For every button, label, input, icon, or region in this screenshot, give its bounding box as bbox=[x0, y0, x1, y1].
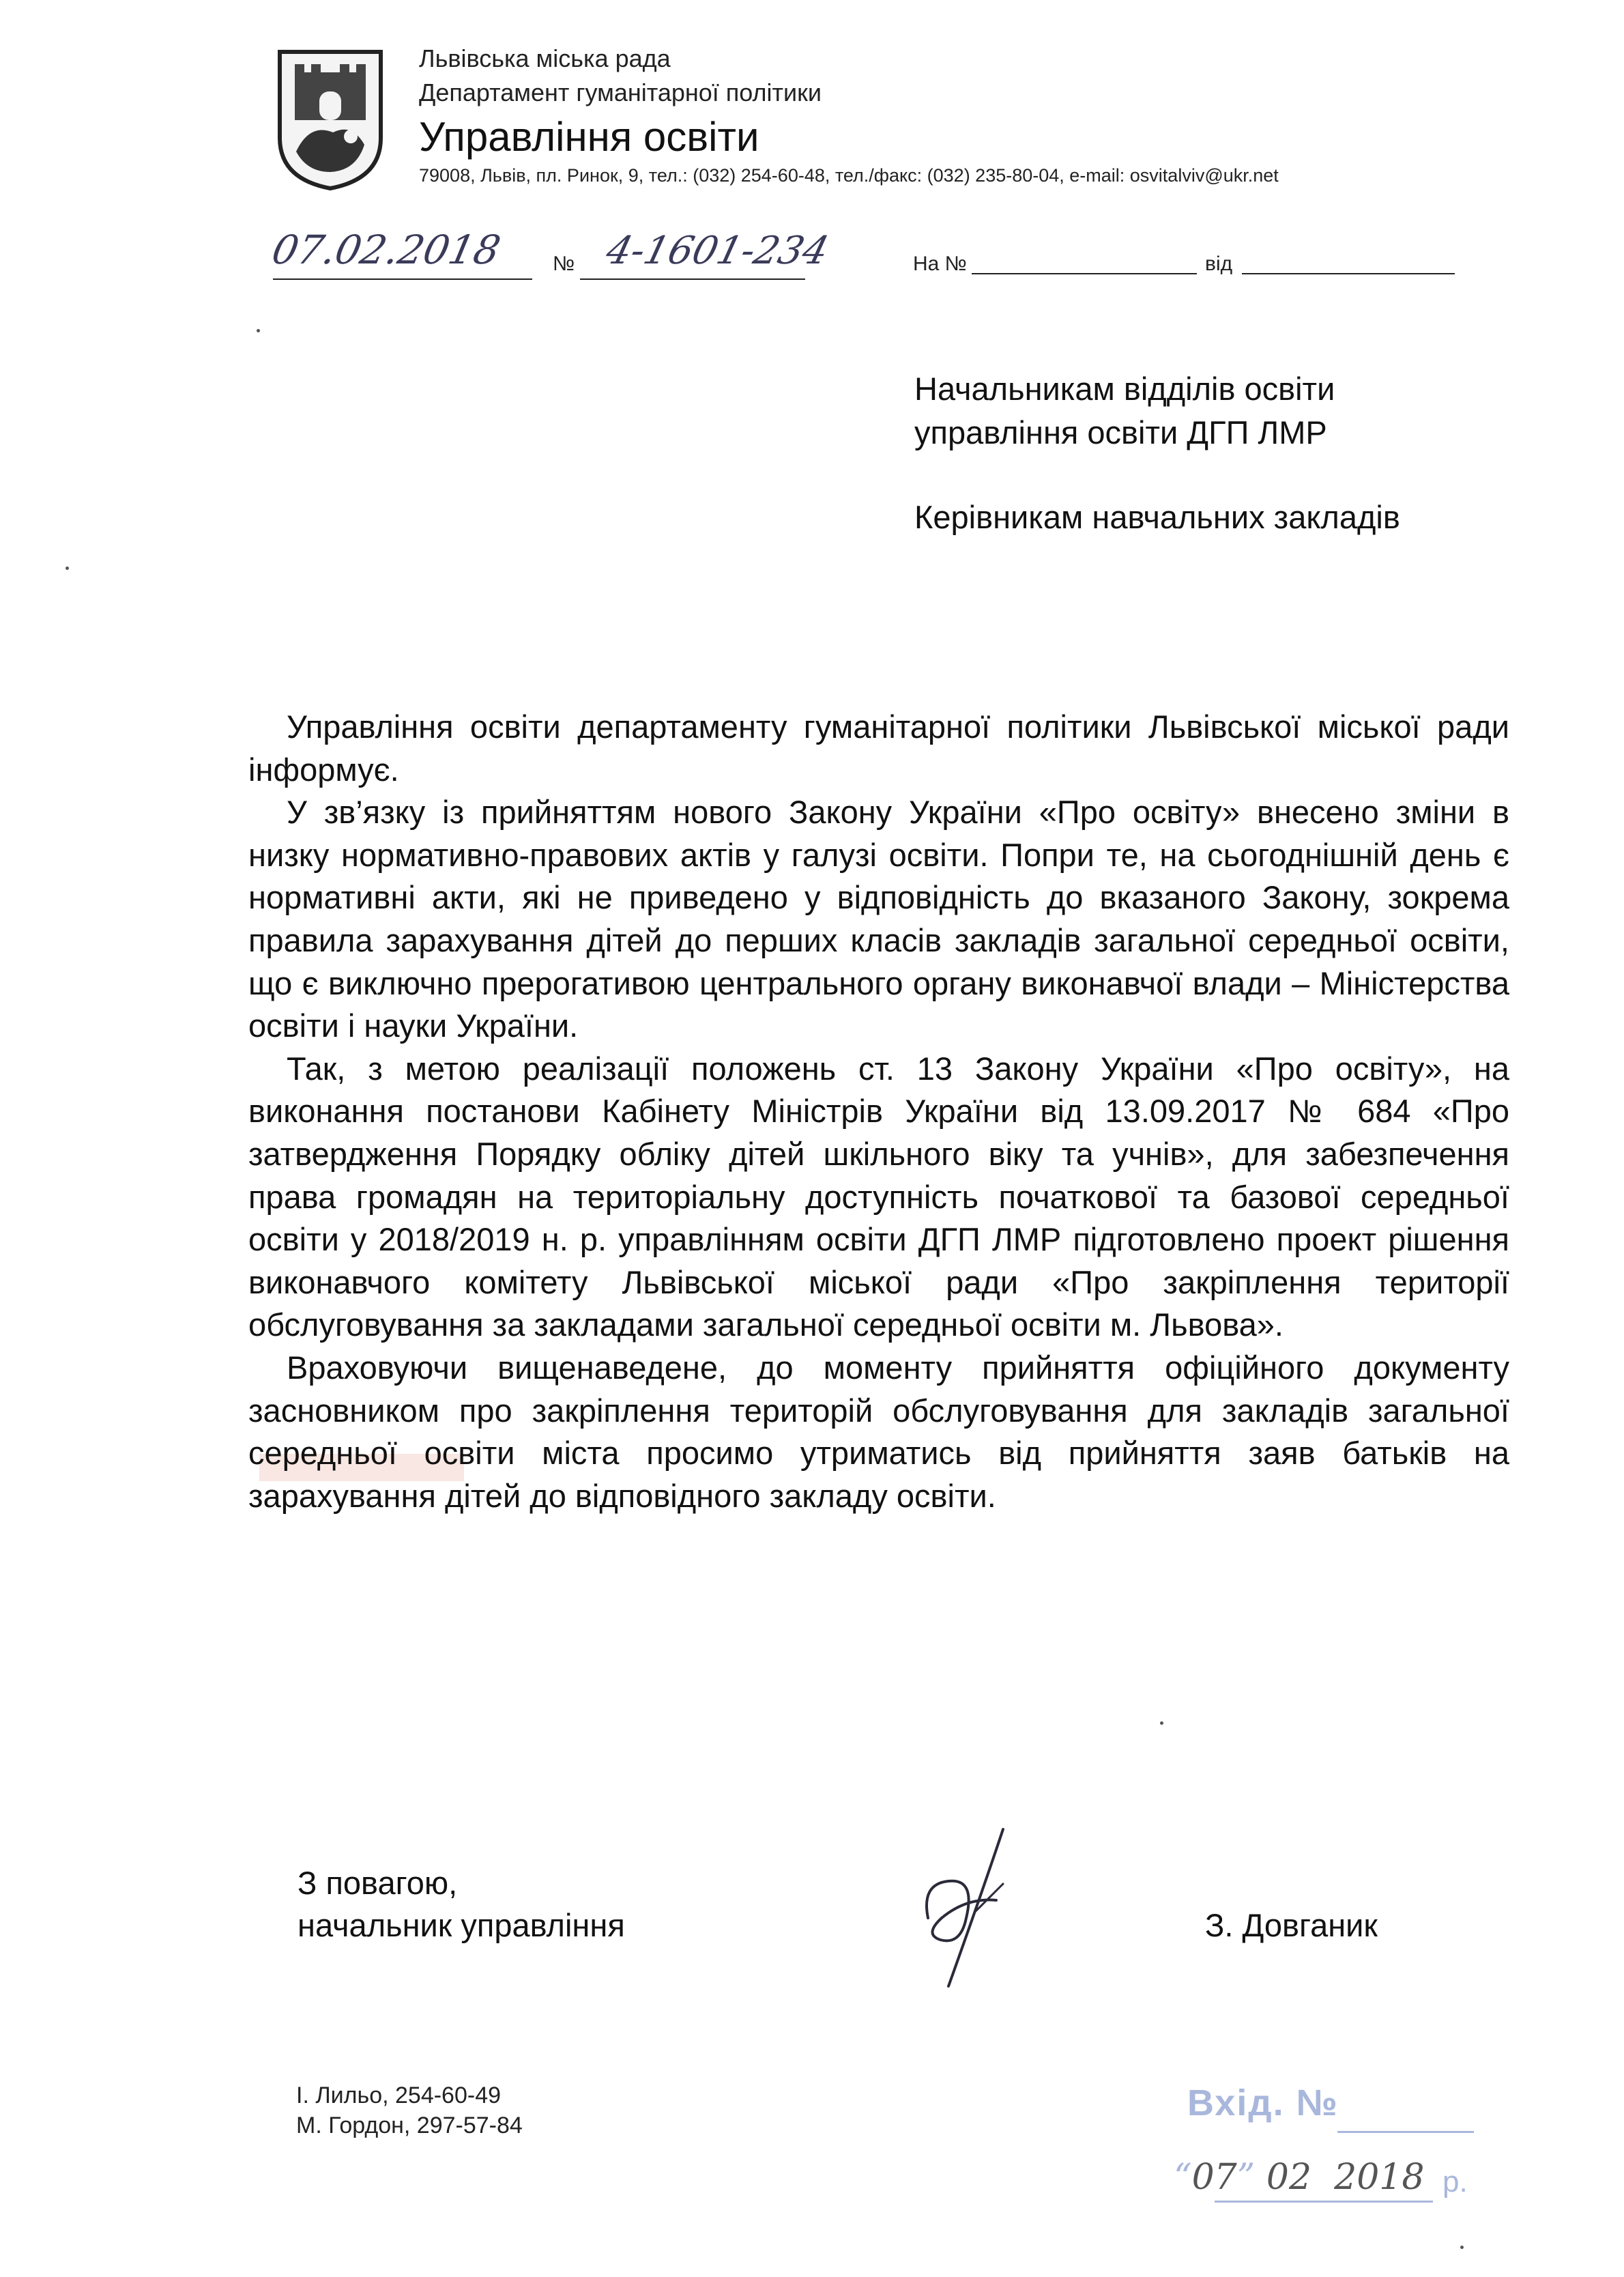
incoming-stamp bbox=[1174, 2082, 1488, 2218]
closing-position: начальник управління bbox=[298, 1907, 625, 1943]
scan-speck bbox=[1160, 1721, 1163, 1725]
addressee-line: Начальникам відділів освіти bbox=[914, 371, 1335, 407]
signature-icon bbox=[901, 1816, 1064, 1993]
scan-speck bbox=[66, 567, 69, 570]
registration-number-label: № bbox=[553, 253, 575, 275]
addressee-line: Керівникам навчальних закладів bbox=[914, 499, 1400, 535]
stamp-date: “07” 02 2018 bbox=[1174, 2157, 1425, 2198]
signer-name: З. Довганик bbox=[1205, 1907, 1378, 1943]
letter-body bbox=[248, 706, 1509, 1517]
registration-number-field bbox=[580, 229, 833, 280]
date-underline bbox=[273, 278, 532, 280]
contact-line: М. Гордон, 297-57-84 bbox=[296, 2113, 523, 2138]
stamp-number-blank bbox=[1337, 2131, 1474, 2133]
closing-salutation: З повагою, bbox=[298, 1865, 458, 1901]
letterhead-address: 79008, Львів, пл. Ринок, 9, тел.: (032) 254-60-48, тел./факс: (032) 235-80-04, e-mail: osvitalviv@ukr.net bbox=[419, 165, 1279, 186]
reference-number-label: На № bbox=[913, 253, 967, 275]
stamp-year-suffix: р. bbox=[1442, 2165, 1468, 2199]
letterhead-org: Львівська міська рада bbox=[419, 44, 671, 72]
registration-number: 4-1601-234 bbox=[601, 229, 833, 273]
registration-date: 07.02.2018 bbox=[267, 227, 505, 273]
letterhead-department: Департамент гуманітарної політики bbox=[419, 78, 822, 106]
number-underline bbox=[580, 278, 805, 280]
lion-crest-icon bbox=[276, 49, 385, 191]
scan-speck bbox=[1460, 2246, 1464, 2249]
stamp-year: 2018 bbox=[1334, 2157, 1425, 2198]
stamp-month: 02 bbox=[1266, 2157, 1312, 2198]
body-paragraph: Враховуючи вищенаведене, до моменту прийняття офіційного документу засновником про закріплення територій обслуговування для закладів загальної середньої освіти міста просимо утриматись від прийняття заяв батьків на зарахування дітей до відповідного закладу освіти. bbox=[248, 1349, 1509, 1514]
scan-speck bbox=[257, 329, 260, 332]
reference-date-label: від bbox=[1205, 253, 1233, 275]
body-paragraph: Управління освіти департаменту гуманітарної політики Львівської міської ради інформує. bbox=[248, 708, 1509, 788]
addressee-line: управління освіти ДГП ЛМР bbox=[914, 414, 1327, 450]
letterhead-title: Управління освіти bbox=[419, 114, 759, 160]
body-paragraph: У зв’язку із прийняттям нового Закону України «Про освіту» внесено зміни в низку нормативно-правових актів у галузі освіти. Попри те, на сьогоднішній день є нормативні акти, які не приведено у відповідність до вказаного Закону, зокрема правила зарахування дітей до перших класів закладів загальної середньої освіти, що є виключно прерогативою центрального органу виконавчої влади – Міністерства освіти і науки України. bbox=[248, 794, 1509, 1044]
stamp-underline bbox=[1215, 2201, 1433, 2203]
stamp-label: Вхід. № bbox=[1187, 2082, 1339, 2123]
contact-line: І. Лильо, 254-60-49 bbox=[296, 2082, 502, 2108]
body-paragraph: Так, з метою реалізації положень ст. 13 Закону України «Про освіту», на виконання постанови Кабінету Міністрів України від 13.09.2017 № 684 «Про затвердження Порядку обліку дітей шкільного віку та учнів», для забезпечення права громадян на територіальну доступність початкової та базової середньої освіти у 2018/2019 н. р. управлінням освіти ДГП ЛМР підготовлено проект рішення виконавчого комітету Львівської міської ради «Про закріплення території обслуговування за закладами загальної середньої освіти м. Львова». bbox=[248, 1050, 1509, 1343]
stamp-day: 07 bbox=[1191, 2157, 1237, 2198]
registration-date-field bbox=[267, 227, 532, 280]
reference-date-blank bbox=[1242, 273, 1455, 274]
reference-number-blank bbox=[972, 273, 1197, 274]
